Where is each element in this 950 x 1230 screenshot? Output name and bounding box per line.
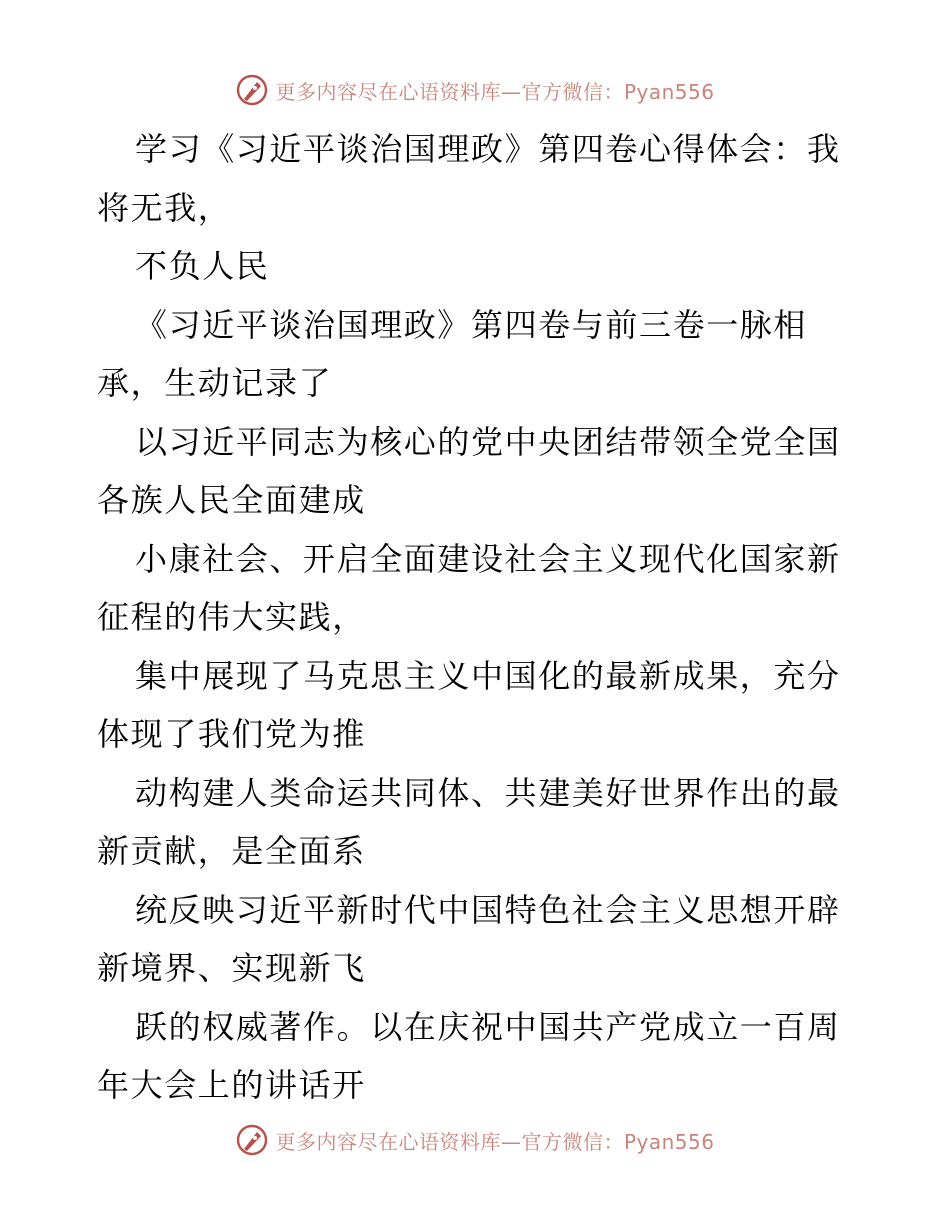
header-watermark bbox=[0, 70, 950, 110]
paragraph: 以习近平同志为核心的党中央团结带领全党全国各族人民全面建成 bbox=[97, 422, 841, 519]
paragraph: 跃的权威著作。以在庆祝中国共产党成立一百周年大会上的讲话开 bbox=[97, 1007, 841, 1104]
paragraph: 动构建人类命运共同体、共建美好世界作出的最新贡献，是全面系 bbox=[97, 773, 841, 870]
paragraph: 集中展现了马克思主义中国化的最新成果，充分体现了我们党为推 bbox=[97, 656, 841, 753]
document-body bbox=[97, 120, 857, 1115]
paragraph: 统反映习近平新时代中国特色社会主义思想开辟新境界、实现新飞 bbox=[97, 890, 841, 987]
paragraph: 学习《习近平谈治国理政》第四卷心得体会：我将无我， bbox=[97, 130, 841, 227]
paragraph: 不负人民 bbox=[135, 247, 270, 285]
pen-nib-circle-icon bbox=[235, 1123, 269, 1157]
paragraph: 小康社会、开启全面建设社会主义现代化国家新征程的伟大实践， bbox=[97, 539, 841, 636]
pen-nib-circle-icon bbox=[235, 73, 269, 107]
paragraph: 《习近平谈治国理政》第四卷与前三卷一脉相承，生动记录了 bbox=[97, 305, 808, 402]
watermark-text: 更多内容尽在心语资料库—官方微信：Pyan556 bbox=[275, 1129, 715, 1154]
footer-watermark bbox=[0, 1120, 950, 1160]
watermark-text: 更多内容尽在心语资料库—官方微信：Pyan556 bbox=[275, 79, 715, 104]
